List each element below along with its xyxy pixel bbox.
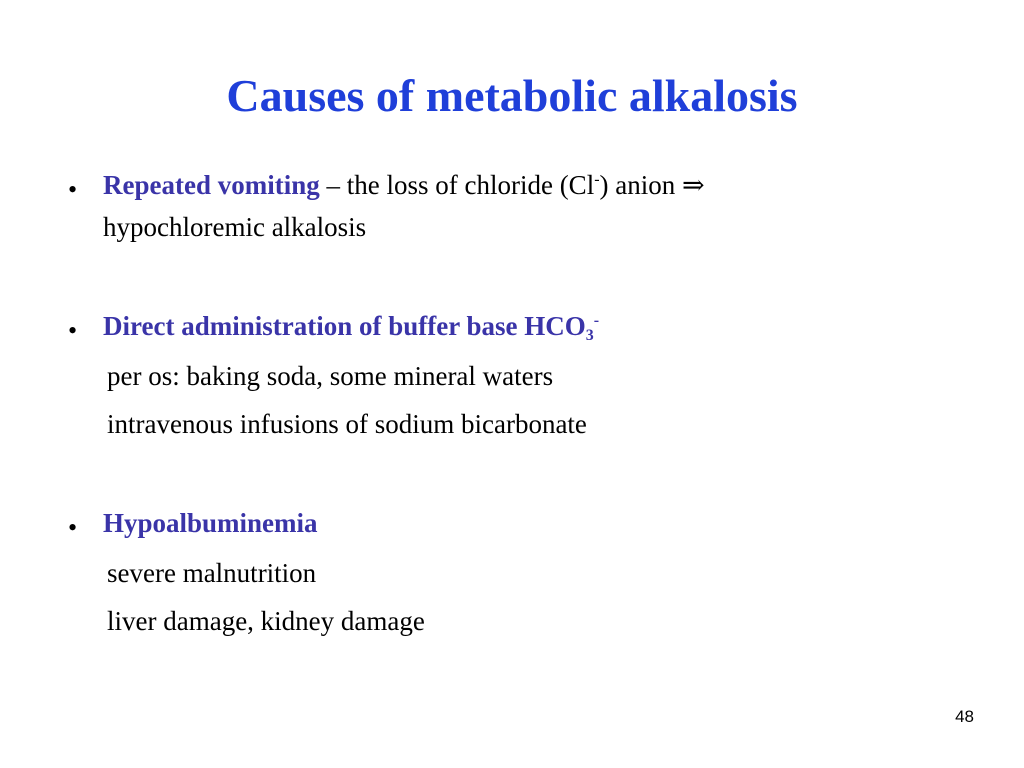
implies-arrow-icon: ⇒ [682, 170, 705, 200]
bullet-marker: • [68, 513, 78, 542]
bullet-heading: Repeated vomiting [103, 170, 320, 200]
bullet-marker: • [68, 316, 78, 345]
bullet-text: – the loss of chloride (Cl [319, 170, 595, 200]
slide-title: Causes of metabolic alkalosis [226, 70, 798, 121]
bullet-heading-hypoalbuminemia: Hypoalbuminemia [103, 508, 318, 538]
subscript-3: 3 [585, 327, 594, 344]
superscript-minus: - [594, 171, 600, 188]
sub-line: liver damage, kidney damage [107, 606, 425, 636]
page-number: 48 [955, 707, 974, 726]
bullet-item-buffer-base [103, 310, 599, 342]
bullet-item-repeated-vomiting [103, 169, 705, 201]
superscript-minus: - [593, 312, 600, 329]
bullet-heading: Direct administration of buffer base HCO [103, 311, 586, 341]
sub-line: severe malnutrition [107, 558, 317, 588]
bullet-continuation: hypochloremic alkalosis [103, 212, 367, 242]
bullet-text: ) anion [599, 170, 683, 200]
sub-line: intravenous infusions of sodium bicarbonate [107, 409, 587, 439]
sub-line: per os: baking soda, some mineral waters [107, 361, 554, 391]
bullet-marker: • [68, 175, 78, 204]
